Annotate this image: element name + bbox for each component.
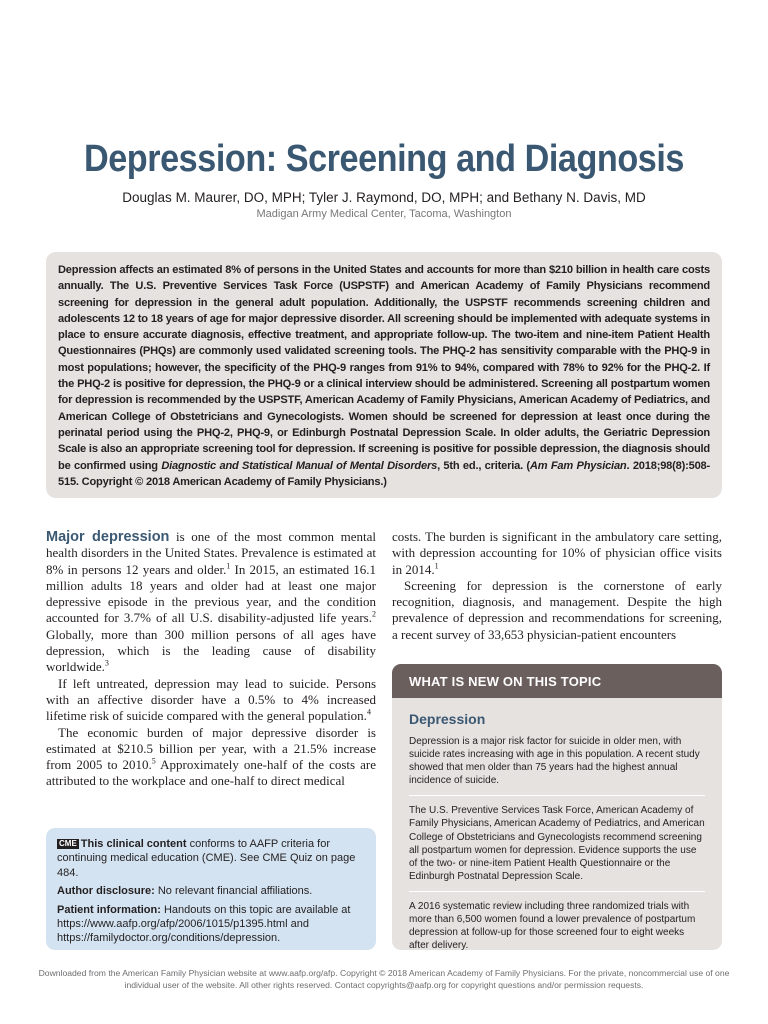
whats-new-item: Depression is a major risk factor for suicide in older men, with suicide rates increasing with age in this population. A recent study showed that men older than 75 years had the highest annual incidence of suicide.: [409, 735, 705, 796]
reference-marker[interactable]: 4: [366, 707, 371, 717]
whats-new-box: [392, 664, 722, 950]
paragraph-text: costs. The burden is significant in the ambulatory care setting, with depression accounting for 10% of physician office visits in 2014.: [392, 529, 722, 577]
lead-in-heading: Major depression: [46, 529, 170, 545]
paragraph-text: The economic burden of major depressive disorder is estimated at $210.5 billion per year, with a 21.5% increase from 2005 to 2010.: [46, 724, 376, 773]
cme-box: [46, 828, 376, 950]
reference-marker[interactable]: 5: [151, 756, 156, 766]
abstract-dsm-title: Diagnostic and Statistical Manual of Mental Disorders: [161, 459, 438, 472]
whats-new-item: The U.S. Preventive Services Task Force, American Academy of Family Physicians, American Academy of Pediatrics, and American College of Obstetricians and Gynecologists recommend screening all postpartum women for depression. Evidence supports the use of the two- or nine-item Patient Health Questionnaire or the Edinburgh Postnatal Depression Scale.: [409, 802, 705, 892]
cme-text: conforms to AAFP criteria for continuing medical education (CME). See CME Quiz on page 484.: [57, 838, 356, 879]
paragraph-text: is one of the most common mental health disorders in the United States. Prevalence is estimated at 8% in persons 12 years and older.: [46, 529, 376, 577]
patient-info-text[interactable]: Handouts on this topic are available at https://www.aafp.org/afp/2006/1015/p1395.html and https://familydoctor.org/conditions/depression.: [57, 903, 351, 945]
abstract-text: Depression affects an estimated 8% of persons in the United States and accounts for more than $210 billion in health care costs annually. The U.S. Preventive Services Task Force (USPSTF) and American Academy of Family Physicians recommend screening for depression in the general adult population. Additionally, the USPSTF recommends screening children and adolescents 12 to 18 years of age for major depressive disorder. All screening should be implemented with adequate systems in place to ensure accurate diagnosis, effective treatment, and appropriate follow-up. The two-item and nine-item Patient Health Questionnaires (PHQs) are commonly used validated screening tools. The PHQ-2 has sensitivity comparable with the PHQ-9 in most populations; however, the specificity of the PHQ-9 ranges from 91% to 94%, compared with 78% to 92% for the PHQ-2. If the PHQ-2 is positive for depression, the PHQ-9 or a clinical interview should be administered. Screening all postpartum women for depression is recommended by the USPSTF, American Academy of Family Physicians, American Academy of Pediatrics, and American College of Obstetricians and Gynecologists. Women should be screened for depression at least once during the perinatal period using the PHQ-2, PHQ-9, or Edinburgh Postnatal Depression Scale. In older adults, the Geriatric Depression Scale is also an appropriate screening tool for depression. If screening is positive for possible depression, the diagnosis should be confirmed using: [58, 264, 710, 472]
left-column: [46, 529, 376, 790]
abstract-text-mid: , 5th ed., criteria. (: [437, 459, 530, 472]
whats-new-subheader: Depression: [409, 711, 486, 727]
author-list: Douglas M. Maurer, DO, MPH; Tyler J. Raymond, DO, MPH; and Bethany N. Davis, MD: [122, 190, 646, 205]
abstract-box: [46, 252, 722, 498]
abstract-citation: . 2018;98(8):508-515. Copyright © 2018 American Academy of Family Physicians.): [58, 459, 711, 488]
right-column: [392, 529, 722, 643]
patient-information: [57, 903, 365, 946]
paragraph-text: Globally, more than 300 million persons of all ages have depression, which is the leading cause of disability worldwide.: [46, 626, 376, 675]
copyright-footer: Downloaded from the American Family Physician website at www.aafp.org/afp. Copyright © 2018 American Academy of Family Physicians. For the private, noncommercial use of one individual user of the website. All other rights reserved. Contact copyrights@aafp.org for copyright questions and/or permission requests.: [38, 968, 730, 990]
reference-marker[interactable]: 1: [226, 561, 231, 571]
cme-badge-icon: CME: [59, 839, 77, 848]
whats-new-header: WHAT IS NEW ON THIS TOPIC: [392, 664, 722, 698]
paragraph-burden: [392, 529, 722, 578]
affiliation: Madigan Army Medical Center, Tacoma, Washington: [256, 208, 512, 220]
patient-info-label: Patient information:: [57, 903, 161, 916]
abstract-journal: Am Fam Physician: [529, 459, 627, 472]
reference-marker[interactable]: 3: [104, 659, 109, 669]
paragraph-suicide: [46, 676, 376, 725]
paragraph-text: If left untreated, depression may lead to suicide. Persons with an affective disorder have a 0.5% to 4% increased lifetime risk of suicide compared with the general population.: [46, 675, 376, 724]
paragraph-text: Approximately one-half of the costs are attributed to the workplace and one-half to direct medical: [46, 757, 376, 789]
reference-marker[interactable]: 2: [372, 610, 376, 620]
author-disclosure: [57, 884, 365, 898]
disclosure-label: Author disclosure:: [57, 885, 155, 898]
paragraph-text: In 2015, an estimated 16.1 million adults 18 years and older had at least one major depressive episode in the previous year, and the condition accounted for 3.7% of all U.S. disability-adjusted life years.: [46, 561, 376, 626]
cme-label: This clinical content: [80, 838, 187, 850]
cme-statement: [57, 837, 365, 880]
reference-marker[interactable]: 1: [434, 561, 439, 571]
paragraph-screening: Screening for depression is the cornerstone of early recognition, diagnosis, and management. Despite the high prevalence of depression and recommendations for screening, a recent survey of 33,653 physician-patient encounters: [392, 577, 722, 642]
paragraph-economic: [46, 725, 376, 790]
whats-new-item: A 2016 systematic review including three randomized trials with more than 6,500 women found a lower prevalence of postpartum depression at follow-up for those screened four to eight weeks after delivery.: [409, 900, 696, 950]
article-title: Depression: Screening and Diagnosis: [83, 138, 684, 180]
paragraph-intro: [46, 529, 376, 676]
disclosure-text: No relevant financial affiliations.: [154, 885, 313, 898]
